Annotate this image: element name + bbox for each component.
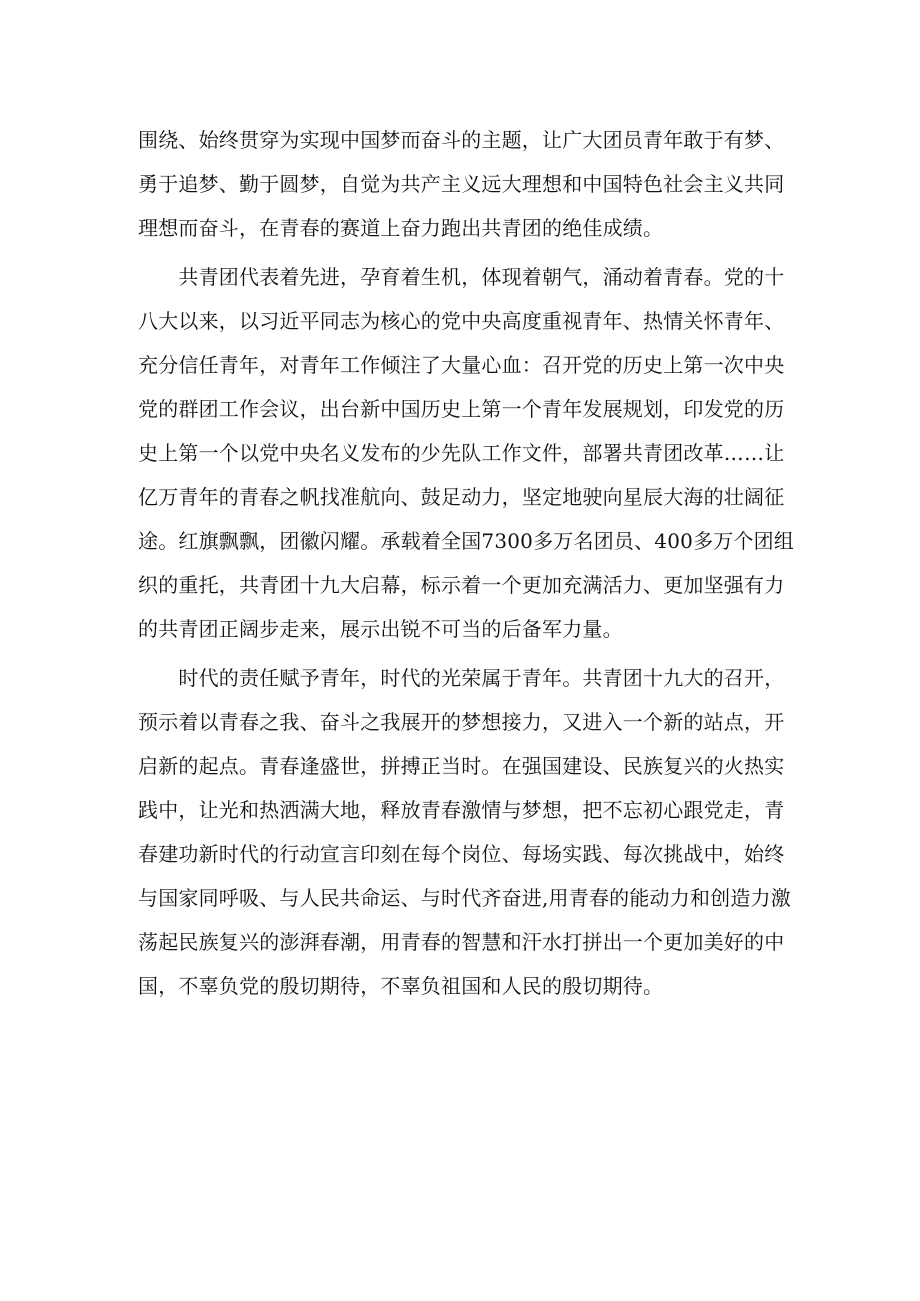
text-line: 预示着以青春之我、奋斗之我展开的梦想接力，又进入一个新的站点，开 xyxy=(138,710,785,734)
text-line: 党的群团工作会议，出台新中国历史上第一个青年发展规划，印发党的历 xyxy=(138,397,785,421)
paragraph-1 xyxy=(138,120,788,252)
text-line: 荡起民族复兴的澎湃春潮，用青春的智慧和汗水打拼出一个更加美好的中 xyxy=(138,930,785,954)
text-line: 八大以来，以习近平同志为核心的党中央高度重视青年、热情关怀青年、 xyxy=(138,309,785,333)
text-line: 时代的责任赋予青年，时代的光荣属于青年。共青团十九大的召开， xyxy=(138,666,785,690)
text-line: 围绕、始终贯穿为实现中国梦而奋斗的主题，让广大团员青年敢于有梦、 xyxy=(138,128,785,152)
text-line: 史上第一个以党中央名义发布的少先队工作文件，部署共青团改革……让 xyxy=(138,441,785,465)
text-line: 国，不辜负党的殷切期待，不辜负祖国和人民的殷切期待。 xyxy=(138,974,664,998)
text-line: 织的重托，共青团十九大启幕，标示着一个更加充满活力、更加坚强有力 xyxy=(138,573,785,597)
text-line: 亿万青年的青春之帆找准航向、鼓足动力，坚定地驶向星辰大海的壮阔征 xyxy=(138,485,785,509)
text-line: 与国家同呼吸、与人民共命运、与时代齐奋进,用青春的能动力和创造力激 xyxy=(138,886,791,910)
text-line: 充分信任青年，对青年工作倾注了大量心血：召开党的历史上第一次中央 xyxy=(138,353,785,377)
text-line: 春建功新时代的行动宣言印刻在每个岗位、每场实践、每次挑战中，始终 xyxy=(138,842,785,866)
text-line: 启新的起点。青春逢盛世，拼搏正当时。在强国建设、民族复兴的火热实 xyxy=(138,754,785,778)
text-line: 途。红旗飘飘，团徽闪耀。承载着全国7300多万名团员、400多万个团组 xyxy=(138,529,795,553)
text-line: 理想而奋斗，在青春的赛道上奋力跑出共青团的绝佳成绩。 xyxy=(138,216,664,240)
text-line: 践中，让光和热洒满大地，释放青春激情与梦想，把不忘初心跟党走，青 xyxy=(138,798,785,822)
text-line: 共青团代表着先进，孕育着生机，体现着朝气，涌动着青春。党的十 xyxy=(138,265,785,289)
text-line: 勇于追梦、勤于圆梦，自觉为共产主义远大理想和中国特色社会主义共同 xyxy=(138,172,785,196)
paragraph-3 xyxy=(138,658,791,1010)
body-text xyxy=(138,120,795,1010)
paragraph-2 xyxy=(138,257,795,653)
text-line: 的共青团正阔步走来，展示出锐不可当的后备军力量。 xyxy=(138,617,623,641)
